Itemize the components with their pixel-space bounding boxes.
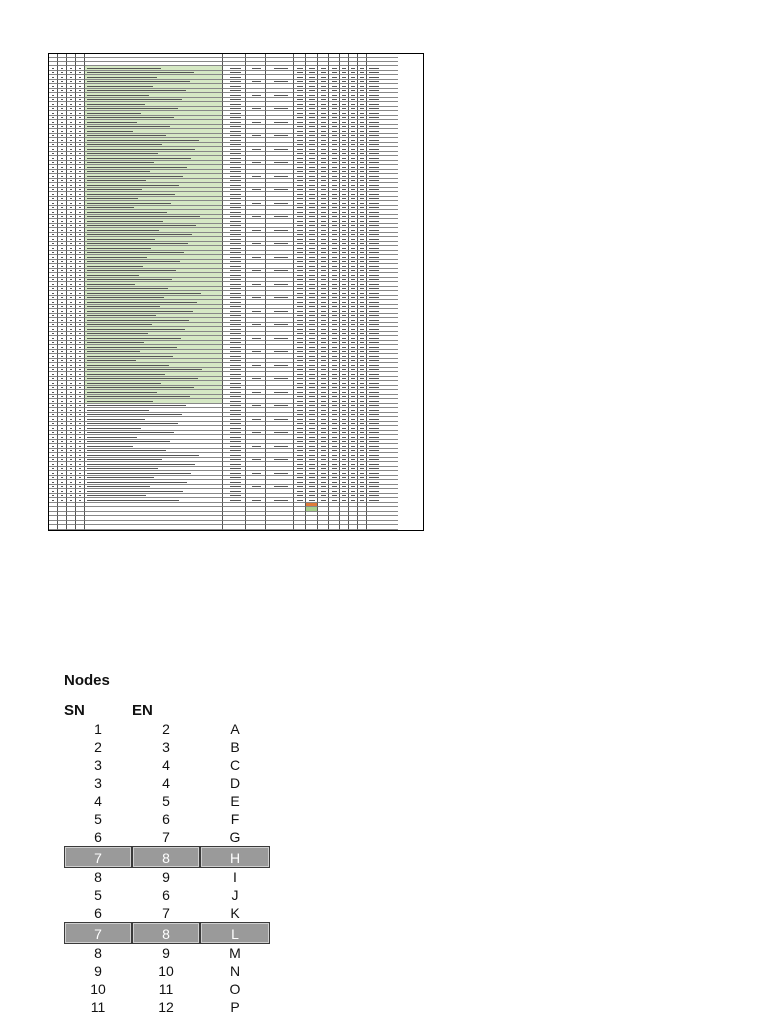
node-en-cell: 6 [162, 811, 170, 827]
node-sn-cell: 1 [94, 721, 102, 737]
node-row [64, 998, 270, 1016]
node-en-cell: 8 [132, 846, 200, 868]
node-label-cell: E [230, 793, 240, 809]
node-label-cell: J [231, 887, 239, 903]
sheet-cell [318, 525, 329, 530]
node-row [64, 846, 270, 868]
node-sn-cell: 9 [94, 963, 102, 979]
node-en-cell: 9 [162, 869, 170, 885]
node-row [64, 810, 270, 828]
node-sn-cell: 3 [94, 775, 102, 791]
node-label-cell: B [230, 739, 240, 755]
sheet-cell [306, 525, 318, 530]
sheet-cell [67, 525, 76, 530]
node-sn-cell: 8 [94, 869, 102, 885]
node-label-cell: G [229, 829, 241, 845]
node-row [64, 828, 270, 846]
node-label-cell: A [230, 721, 240, 737]
node-sn-cell: 5 [94, 887, 102, 903]
node-row [64, 922, 270, 944]
node-row [64, 792, 270, 810]
sheet-cell [358, 525, 367, 530]
node-label-cell: P [230, 999, 240, 1015]
sheet-cell [85, 525, 223, 530]
sheet-cell [76, 525, 85, 530]
sheet-cell [223, 525, 246, 530]
node-en-cell: 8 [132, 922, 200, 944]
sheet-cell [329, 525, 340, 530]
node-en-cell: 12 [158, 999, 174, 1015]
node-en-cell: 11 [158, 981, 174, 997]
sn-header: SN [64, 702, 85, 719]
node-label-cell: C [229, 757, 241, 773]
node-sn-cell: 6 [94, 905, 102, 921]
node-en-cell: 7 [162, 829, 170, 845]
node-en-cell: 7 [162, 905, 170, 921]
node-row [64, 756, 270, 774]
node-sn-cell: 11 [90, 999, 106, 1015]
node-sn-cell: 7 [64, 846, 132, 868]
sheet-cell [294, 525, 306, 530]
node-row [64, 944, 270, 962]
node-sn-cell: 2 [94, 739, 102, 755]
node-en-cell: 9 [162, 945, 170, 961]
node-en-cell: 6 [162, 887, 170, 903]
node-row [64, 980, 270, 998]
node-sn-cell: 10 [90, 981, 106, 997]
sheet-cell [266, 525, 294, 530]
sheet-cell [367, 525, 398, 530]
node-sn-cell: 5 [94, 811, 102, 827]
node-en-cell: 4 [162, 775, 170, 791]
node-label-cell: F [230, 811, 240, 827]
node-en-cell: 10 [158, 963, 174, 979]
nodes-table [64, 720, 270, 1016]
sheet-cell [49, 525, 58, 530]
node-sn-cell: 6 [94, 829, 102, 845]
node-en-cell: 5 [162, 793, 170, 809]
node-sn-cell: 4 [94, 793, 102, 809]
node-label-cell: H [200, 846, 270, 868]
node-label-cell: I [233, 869, 237, 885]
node-label-cell: O [229, 981, 241, 997]
sheet-cell [246, 525, 266, 530]
sheet-cell [340, 525, 349, 530]
node-sn-cell: 3 [94, 757, 102, 773]
sheet-cell [349, 525, 358, 530]
node-row [64, 868, 270, 886]
node-sn-cell: 8 [94, 945, 102, 961]
node-row [64, 904, 270, 922]
sheet-cell [58, 525, 67, 530]
node-row [64, 720, 270, 738]
node-sn-cell: 7 [64, 922, 132, 944]
node-row [64, 886, 270, 904]
node-row [64, 962, 270, 980]
node-label-cell: M [229, 945, 241, 961]
node-en-cell: 4 [162, 757, 170, 773]
node-row [64, 738, 270, 756]
en-header: EN [132, 702, 153, 719]
node-en-cell: 2 [162, 721, 170, 737]
node-label-cell: N [229, 963, 241, 979]
spreadsheet-thumbnail [48, 53, 424, 531]
sheet-row [49, 525, 423, 530]
node-label-cell: K [230, 905, 240, 921]
node-label-cell: L [200, 922, 270, 944]
node-row [64, 774, 270, 792]
node-en-cell: 3 [162, 739, 170, 755]
node-label-cell: D [229, 775, 241, 791]
nodes-title: Nodes [64, 672, 110, 689]
